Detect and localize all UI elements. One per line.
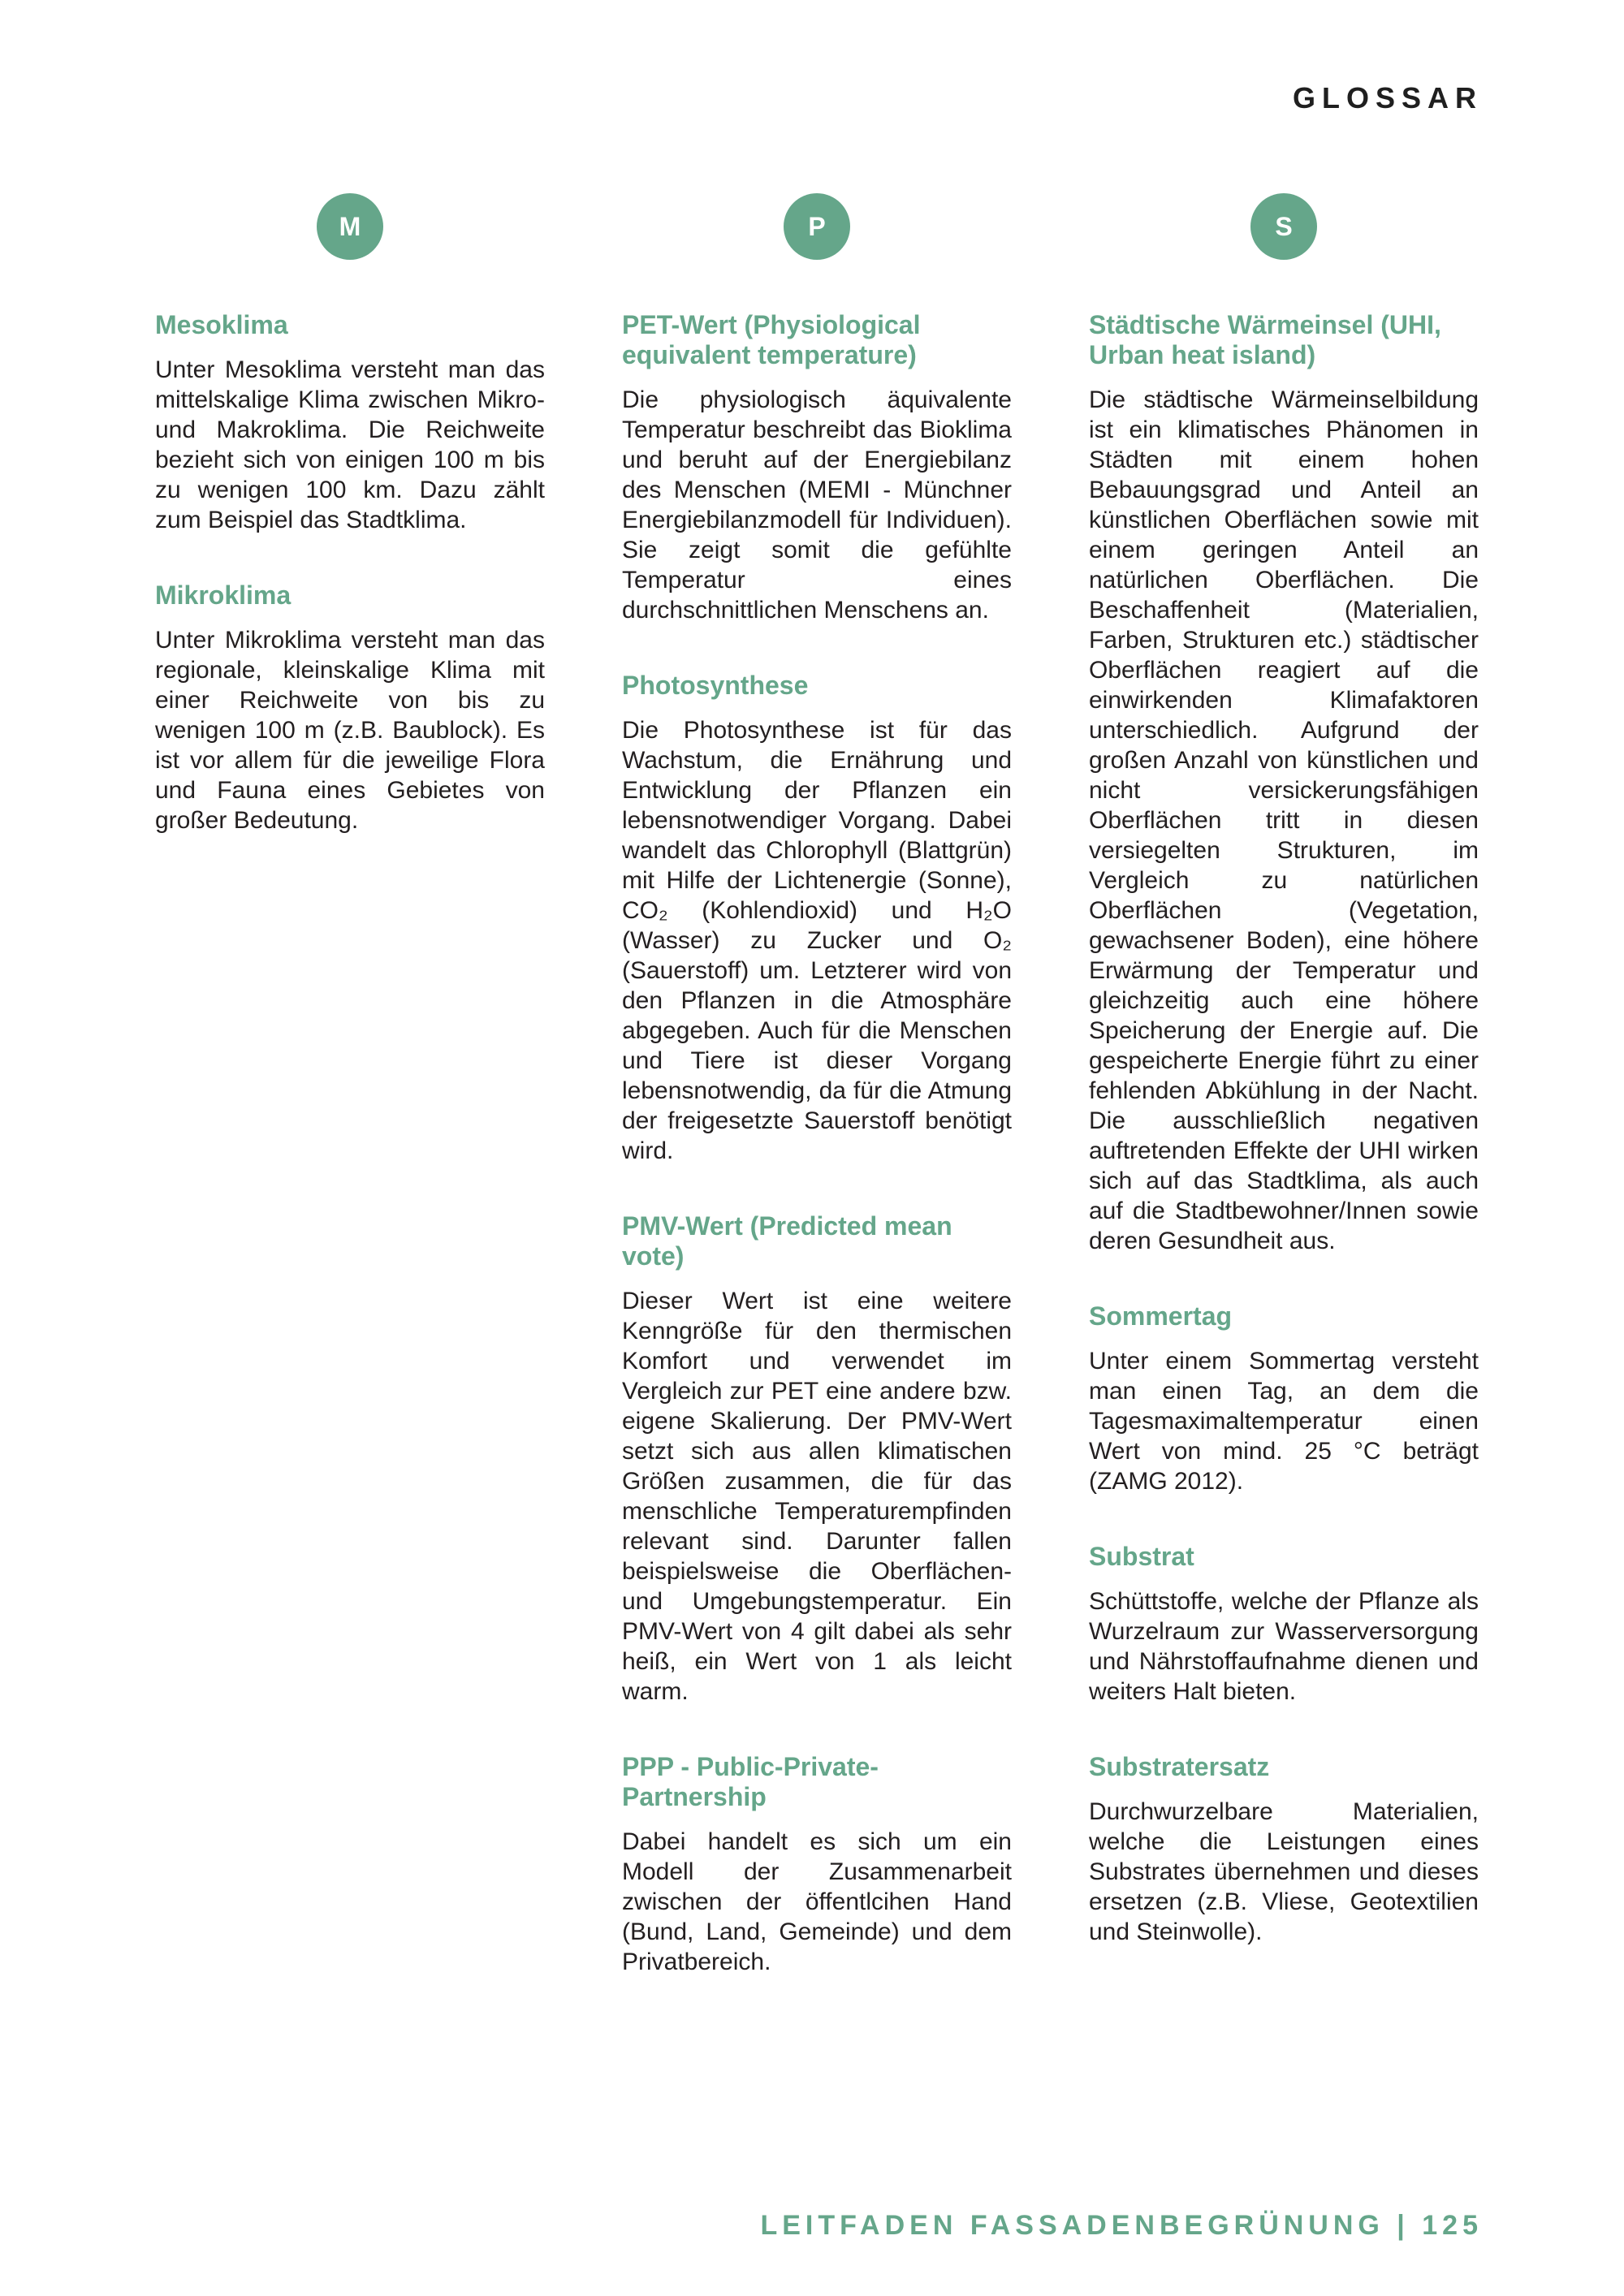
term-mesoklima: Mesoklima	[155, 310, 288, 339]
letter-badge-m: M	[317, 193, 383, 260]
term-substrat: Substrat	[1089, 1542, 1194, 1571]
definition-staedtische-waermeinsel: Die städtische Wärmeinselbildung ist ein klimatisches Phänomen in Städten mit einem hohen Bebauungsgrad und Anteil an künstlichen Oberflächen sowie mit einem geringen Anteil an natürlichen Oberflächen. Die Beschaffenheit (Materialien, Farben, Strukturen etc.) städtischer Oberflächen reagiert auf die einwirkenden Klimafaktoren unterschiedlich. Aufgrund der großen Anzahl von künstlichen und nicht versickerungsfähigen Oberflächen tritt in diesen versiegelten Strukturen, im Vergleich zu natürlichen Oberflächen (Vegetation, gewachsener Boden), eine höhere Erwärmung der Temperatur und gleichzeitig auch eine höhere Speicherung der Energie auf. Die gespeicherte Energie führt zu einer fehlenden Abkühlung in der Nacht. Die ausschließlich negativen auftretenden Effekte der UHI wirken sich auf das Stadtklima, als auch auf die Stadtbewohner/Innen sowie deren Gesundheit aus.	[1089, 386, 1479, 1254]
page-footer: LEITFADEN FASSADENBEGRÜNUNG | 125	[760, 2210, 1483, 2241]
glossary-column-s	[1089, 193, 1479, 1992]
letter-badge-s: S	[1250, 193, 1317, 260]
definition-substratersatz: Durchwurzelbare Materialien, welche die Leistungen eines Substrates übernehmen und dieses ersetzen (z.B. Vliese, Geotextilien und Steinwolle).	[1089, 1798, 1479, 1945]
definition-ppp: Dabei handelt es sich um ein Modell der Zusammenarbeit zwischen der öffentlcihen Hand (Bund, Land, Gemeinde) und dem Privatbereich.	[622, 1828, 1012, 1975]
page-header-title: GLOSSAR	[1292, 81, 1483, 114]
definition-sommertag: Unter einem Sommertag versteht man einen Tag, an dem die Tagesmaximaltemperatur einen Wert von mind. 25 °C beträgt (ZAMG 2012).	[1089, 1348, 1479, 1495]
term-pmv-wert: PMV-Wert (Predicted mean vote)	[622, 1211, 952, 1271]
definition-mikroklima: Unter Mikroklima versteht man das regionale, kleinskalige Klima mit einer Reichweite von bis zu wenigen 100 m (z.B. Baublock). Es ist vor allem für die jeweilige Flora und Fauna eines Gebietes von großer Bedeutung.	[155, 627, 545, 834]
term-sommertag: Sommertag	[1089, 1301, 1233, 1331]
term-ppp: PPP - Public-Private-Partnership	[622, 1752, 879, 1811]
letter-badge-p: P	[784, 193, 850, 260]
glossary-column-m	[155, 193, 545, 881]
term-substratersatz: Substratersatz	[1089, 1752, 1270, 1781]
term-photosynthese: Photosynthese	[622, 671, 809, 700]
definition-pmv-wert: Dieser Wert ist eine weitere Kenngröße für den thermischen Komfort und verwendet im Vergleich zur PET eine andere bzw. eigene Skalierung. Der PMV-Wert setzt sich aus allen klimatischen Größen zusammen, die für das menschliche Temperaturempfinden relevant sind. Darunter fallen beispielsweise die Oberflächen- und Umgebungstemperatur. Ein PMV-Wert von 4 gilt dabei als sehr heiß, ein Wert von 1 als leicht warm.	[622, 1288, 1012, 1705]
definition-substrat: Schüttstoffe, welche der Pflanze als Wurzelraum zur Wasserversorgung und Nährstoffaufnahme dienen und weiters Halt bieten.	[1089, 1588, 1479, 1705]
definition-mesoklima: Unter Mesoklima versteht man das mittelskalige Klima zwischen Mikro- und Makroklima. Die Reichweite bezieht sich von einigen 100 m bis zu wenigen 100 km. Dazu zählt zum Beispiel das Stadtklima.	[155, 356, 545, 533]
definition-pet-wert: Die physiologisch äquivalente Temperatur beschreibt das Bioklima und beruht auf der Energiebilanz des Menschen (MEMI - Münchner Energiebilanzmodell für Individuen). Sie zeigt somit die gefühlte Temperatur eines durchschnittlichen Menschens an.	[622, 386, 1012, 624]
term-staedtische-waermeinsel: Städtische Wärmeinsel (UHI, Urban heat island)	[1089, 310, 1441, 369]
term-mikroklima: Mikroklima	[155, 580, 292, 610]
term-pet-wert: PET-Wert (Physiological equivalent temperature)	[622, 310, 921, 369]
definition-photosynthese: Die Photosynthese ist für das Wachstum, die Ernährung und Entwicklung der Pflanzen ein lebensnotwendiger Vorgang. Dabei wandelt das Chlorophyll (Blattgrün) mit Hilfe der Lichtenergie (Sonne), CO₂ (Kohlendioxid) und H₂O (Wasser) zu Zucker und O₂ (Sauerstoff) um. Letzterer wird von den Pflanzen in die Atmosphäre abgegeben. Auch für die Menschen und Tiere ist dieser Vorgang lebensnotwendig, da für die Atmung der freigesetzte Sauerstoff benötigt wird.	[622, 717, 1012, 1164]
glossary-column-p	[622, 193, 1012, 2022]
